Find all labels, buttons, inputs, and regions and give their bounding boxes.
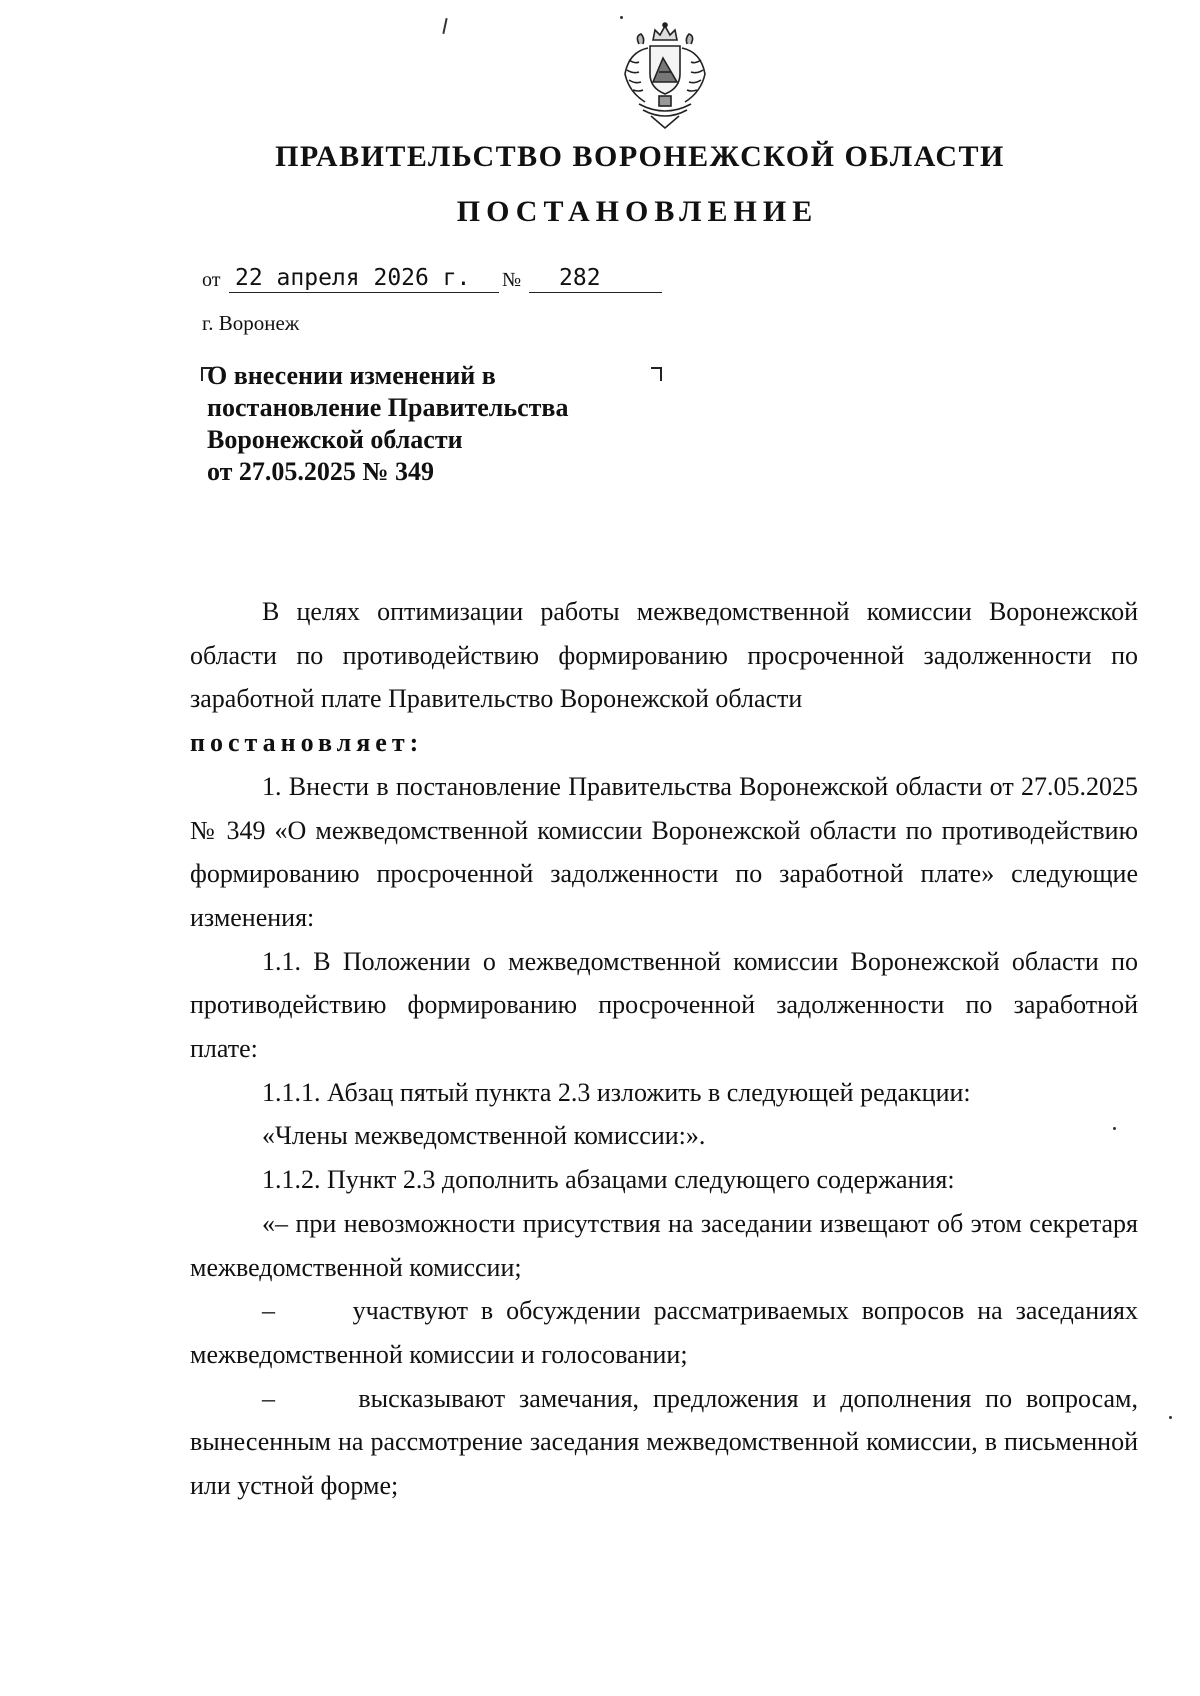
clause-1-1: 1.1. В Положении о межведомственной комиссии Воронежской области по противодействию формированию просроченной задолженности по заработной плате:: [190, 946, 1138, 1064]
date-number-line: [202, 255, 672, 295]
resolves-word: постановляет: [190, 728, 410, 758]
scan-artifact: [442, 18, 447, 34]
list-item-participate: [190, 1289, 1138, 1376]
clause-1-1-1: 1.1.1. Абзац пятый пункта 2.3 изложить в следующей редакции:: [262, 1077, 971, 1107]
subject-line: Воронежской области: [207, 425, 463, 454]
clause-1-1-2: 1.1.2. Пункт 2.3 дополнить абзацами следующего содержания:: [262, 1165, 955, 1195]
subject-line: О внесении изменений в: [207, 361, 496, 390]
resolves-line: [190, 721, 1138, 765]
resolves-colon: :: [409, 728, 419, 758]
subject-bracket-right: [651, 367, 662, 381]
subject-line: постановление Правительства: [207, 393, 569, 422]
quote-members: «Члены межведомственной комиссии:».: [262, 1121, 706, 1151]
document-number: 282: [529, 263, 662, 293]
document-subject: [207, 360, 647, 488]
list-item-remarks: [190, 1377, 1138, 1508]
number-prefix: №: [502, 269, 522, 291]
date-prefix: от: [202, 269, 221, 291]
scan-artifact: [1169, 1416, 1172, 1419]
preamble-paragraph: [190, 590, 1138, 721]
preamble-first-word: В: [262, 597, 280, 626]
preamble-text: целях оптимизации работы межведомственной комиссии Воронежской области по противодействию формированию просроченной задолженности по заработной плате Правительство Воронежской области: [190, 597, 1138, 714]
list-item-notify-secretary: «– при невозможности присутствия на заседании извещают об этом секретаря межведомственной комиссии;: [190, 1208, 1138, 1282]
document-date: 22 апреля 2026 г.: [229, 263, 499, 293]
voronezh-coat-of-arms-icon: [615, 22, 715, 130]
list-dash: –: [262, 1296, 275, 1326]
scan-artifact: [620, 16, 623, 19]
list-item-text: участвуют в обсуждении рассматриваемых вопросов на заседаниях межведомственной комиссии и голосовании;: [190, 1296, 1139, 1369]
list-dash: –: [262, 1383, 275, 1413]
government-title: ПРАВИТЕЛЬСТВО ВОРОНЕЖСКОЙ ОБЛАСТИ: [275, 140, 1005, 173]
subject-line: от 27.05.2025 № 349: [207, 457, 435, 486]
list-item-text: высказывают замечания, предложения и дополнения по вопросам, вынесенным на рассмотрение заседания межведомственной комиссии, в письменной или устной форме;: [190, 1383, 1138, 1501]
document-body: [190, 590, 1138, 1508]
city: г. Воронеж: [202, 311, 300, 335]
clause-1: 1. Внести в постановление Правительства Воронежской области от 27.05.2025 № 349 «О межведомственной комиссии Воронежской области по противодействию формированию просроченной задолженности по заработной плате» следующие изменения:: [190, 771, 1138, 932]
document-type-title: ПОСТАНОВЛЕНИЕ: [456, 195, 819, 228]
